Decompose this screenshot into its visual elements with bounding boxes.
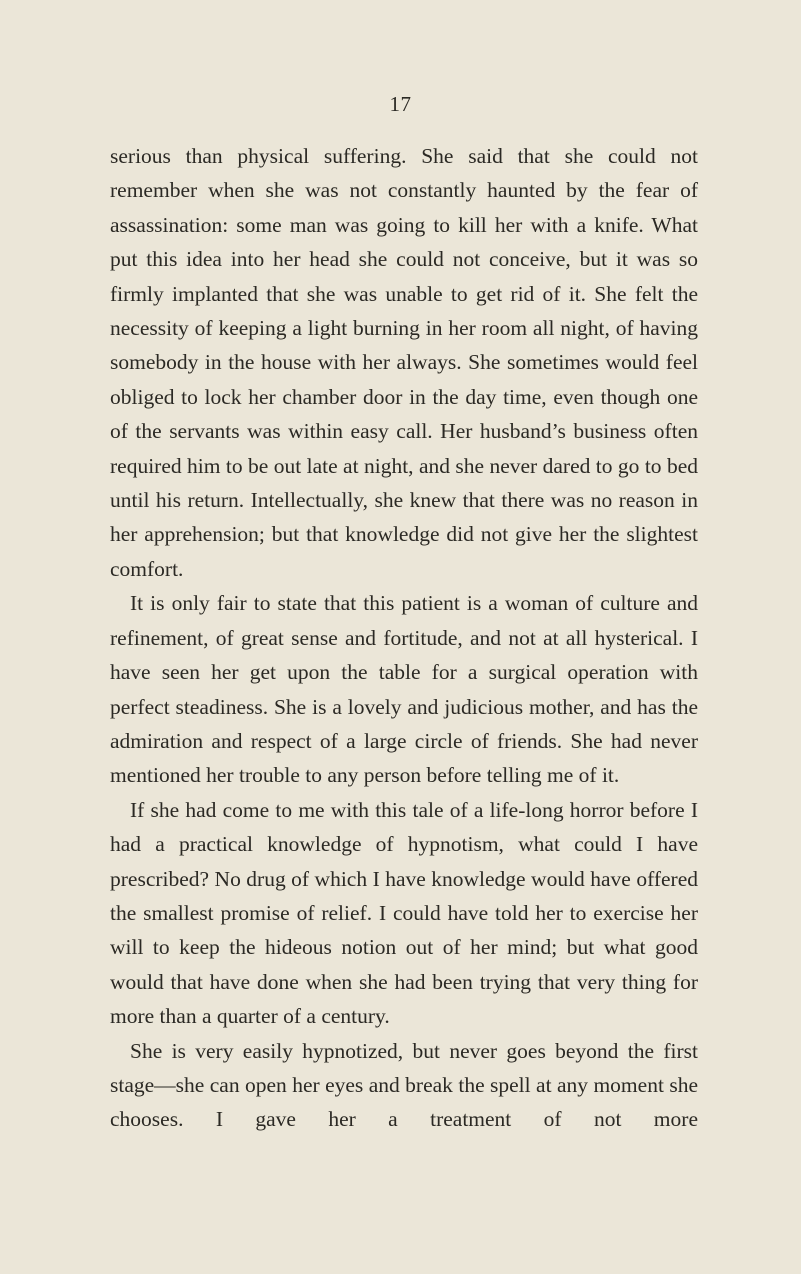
paragraph-4: She is very easily hypnotized, but never goes beyond the first stage—she can open her eyes and break the spell at any moment she chooses. I gave her a treatment of not more (110, 1038, 698, 1132)
body-text (110, 139, 698, 1137)
paragraph-2: It is only fair to state that this patient is a woman of culture and refinement, of great sense and fortitude, and not at all hysterical. I have seen her get upon the table for a surgical operation with perfect steadiness. She is a lovely and judicious mother, and has the admiration and respect of a large circle of friends. She had never mentioned her trouble to any person before telling me of it. (110, 591, 698, 788)
page-number: 17 (389, 92, 412, 116)
paragraph-1: serious than physical suffering. She said that she could not remember when she was not constantly haunted by the fear of assassination: some man was going to kill her with a knife. What put this idea into her head she could not conceive, but it was so firmly implanted that she was unable to get rid of it. She felt the necessity of keeping a light burning in her room all night, of having somebody in the house with her always. She sometimes would feel obliged to lock her chamber door in the day time, even though one of the servants was within easy call. Her husband’s business often required him to be out late at night, and she never dared to go to bed until his return. Intellectually, she knew that there was no reason in her apprehension; but that knowledge did not give her the slightest comfort. (110, 144, 698, 581)
paragraph-3: If she had come to me with this tale of a life-long horror before I had a practical knowledge of hypnotism, what could I have prescribed? No drug of which I have knowledge would have offered the smallest promise of relief. I could have told her to exercise her will to keep the hideous notion out of her mind; but what good would that have done when she had been trying that very thing for more than a quarter of a century. (110, 797, 698, 1029)
